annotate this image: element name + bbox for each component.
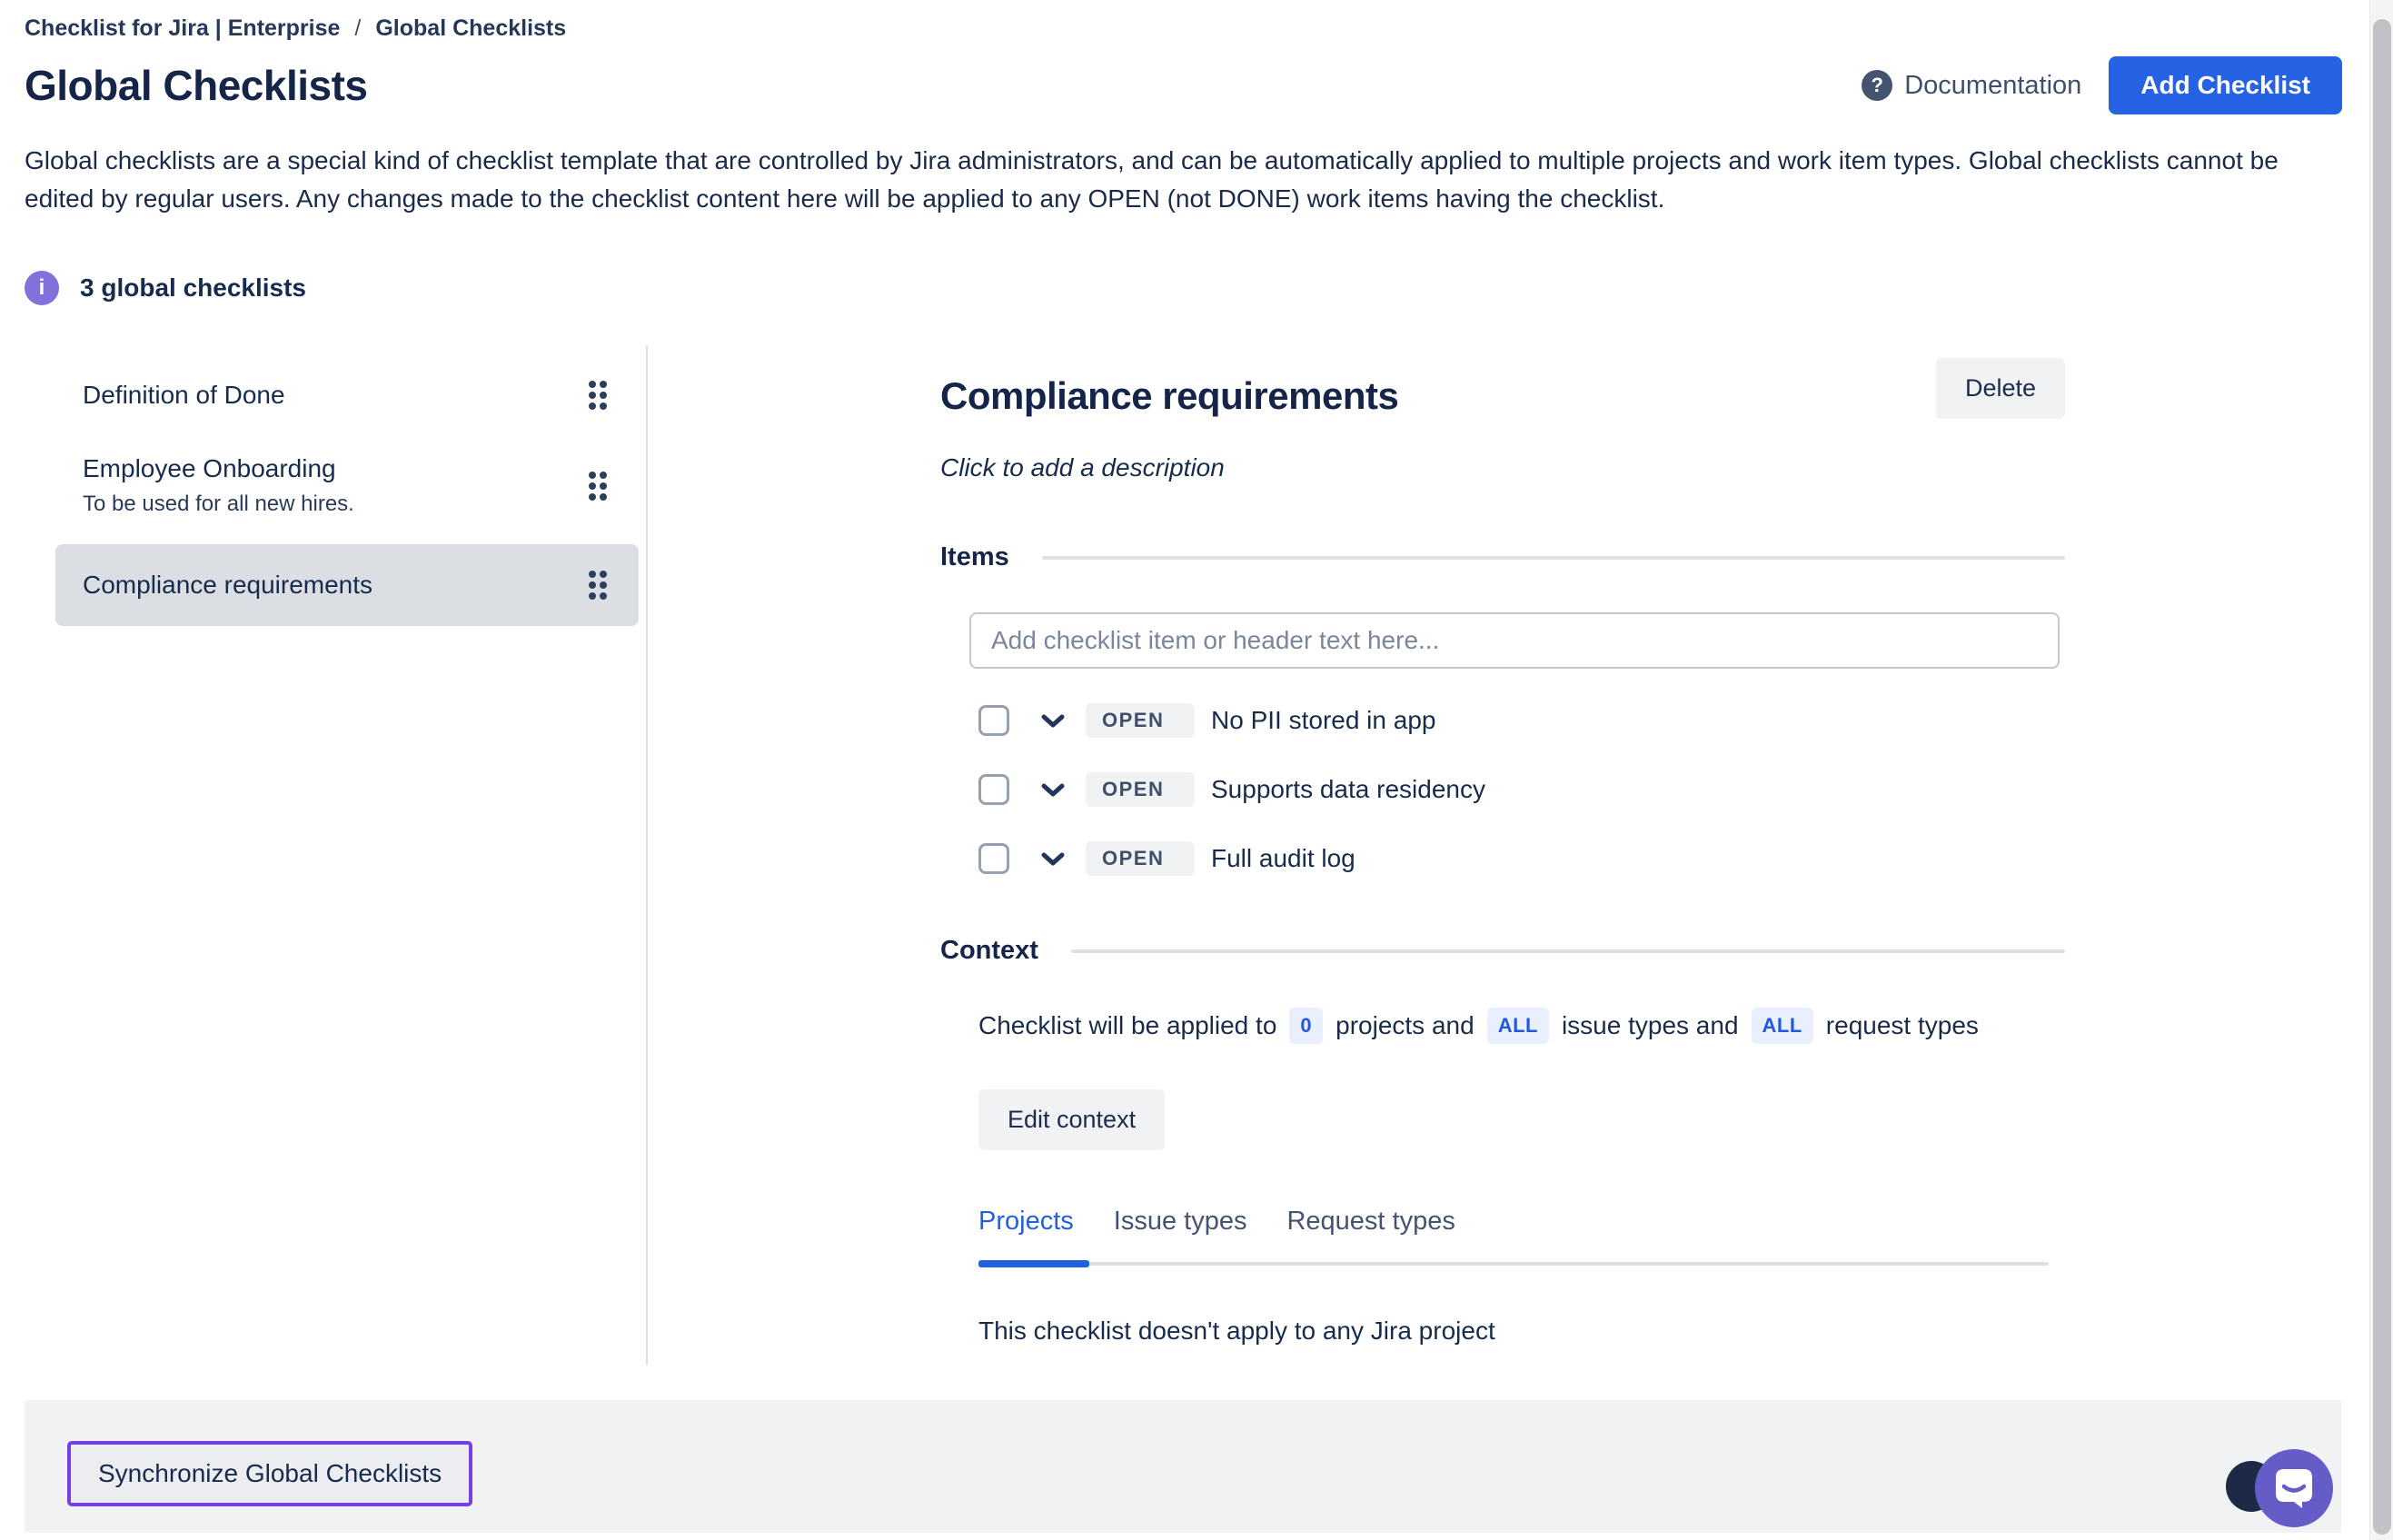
list-item-name: Definition of Done (83, 381, 285, 409)
projects-empty-message: This checklist doesn't apply to any Jira project (978, 1316, 1495, 1345)
list-item-employee-onboarding[interactable] (55, 440, 639, 532)
context-heading: Context (940, 936, 1038, 965)
chat-bubble-icon (2272, 1466, 2316, 1510)
context-text: projects and (1336, 1011, 1475, 1039)
footer-bar (25, 1400, 2341, 1533)
section-divider (1042, 556, 2065, 560)
delete-button[interactable]: Delete (1936, 358, 2065, 419)
context-text: issue types and (1561, 1011, 1739, 1039)
chevron-down-icon[interactable] (1041, 851, 1065, 867)
chevron-down-icon[interactable] (1041, 713, 1065, 729)
detail-title: Compliance requirements (940, 374, 1399, 417)
items-heading: Items (940, 542, 1009, 571)
tab-issue-types[interactable]: Issue types (1113, 1207, 1247, 1236)
edit-context-button[interactable]: Edit context (978, 1089, 1165, 1150)
item-checkbox[interactable] (978, 705, 1009, 736)
request-types-badge: ALL (1752, 1008, 1813, 1044)
page-title: Global Checklists (25, 62, 368, 109)
context-tabs (978, 1207, 2065, 1240)
item-text[interactable]: No PII stored in app (1211, 706, 1436, 734)
context-text: request types (1825, 1011, 1979, 1039)
section-divider (1071, 949, 2065, 953)
list-item-name: Compliance requirements (83, 571, 373, 599)
scrollbar-track[interactable] (2369, 0, 2393, 1540)
status-badge[interactable]: OPEN (1086, 772, 1195, 807)
chevron-down-icon[interactable] (1041, 782, 1065, 798)
checklist-count: 3 global checklists (80, 273, 306, 302)
item-text[interactable]: Supports data residency (1211, 775, 1485, 803)
drag-handle-icon[interactable] (586, 378, 610, 412)
list-item-name: Employee Onboarding (83, 454, 336, 482)
status-badge[interactable]: OPEN (1086, 841, 1195, 876)
info-icon: i (25, 271, 59, 305)
add-checklist-button[interactable]: Add Checklist (2109, 56, 2342, 114)
breadcrumb-separator: / (354, 15, 362, 41)
documentation-link[interactable] (1862, 70, 2081, 101)
item-text[interactable]: Full audit log (1211, 844, 1355, 872)
tab-request-types[interactable]: Request types (1286, 1207, 1455, 1236)
chat-widget-button[interactable] (2255, 1449, 2333, 1527)
list-item-description: To be used for all new hires. (83, 492, 354, 516)
add-item-input[interactable] (969, 612, 2060, 669)
checklist-item-row (978, 772, 2065, 807)
tab-projects[interactable]: Projects (978, 1207, 1074, 1236)
issue-types-badge: ALL (1487, 1008, 1549, 1044)
breadcrumb (25, 15, 2342, 42)
checklist-detail-panel (940, 358, 2065, 1346)
item-checkbox[interactable] (978, 774, 1009, 805)
tab-underline-track (978, 1260, 2049, 1267)
context-summary (978, 1008, 2065, 1044)
context-section (940, 936, 2065, 1346)
status-badge[interactable]: OPEN (1086, 703, 1195, 738)
description-placeholder[interactable]: Click to add a description (940, 453, 1225, 482)
intro-text: Global checklists are a special kind of checklist template that are controlled by Jira administrators, and can be automatically applied to multiple projects and work item types. Global checklists cannot be edited by regular users. Any changes made to the checklist content here will be applied to any OPEN (not DONE) work items having the checklist. (25, 146, 2279, 213)
breadcrumb-page[interactable]: Global Checklists (375, 15, 567, 41)
list-item-definition-of-done[interactable] (55, 363, 639, 427)
scrollbar-thumb[interactable] (2373, 19, 2391, 1535)
synchronize-global-checklists-button[interactable]: Synchronize Global Checklists (67, 1441, 472, 1506)
active-tab-indicator (978, 1260, 1089, 1267)
item-checkbox[interactable] (978, 843, 1009, 874)
drag-handle-icon[interactable] (586, 568, 610, 602)
context-text: Checklist will be applied to (978, 1011, 1277, 1039)
checklist-item-row (978, 703, 2065, 738)
items-section (940, 542, 2065, 876)
help-icon: ? (1862, 70, 1892, 101)
checklist-item-row (978, 841, 2065, 876)
checklist-list (25, 345, 648, 1365)
documentation-label: Documentation (1904, 70, 2082, 100)
drag-handle-icon[interactable] (586, 469, 610, 503)
breadcrumb-app-link[interactable]: Checklist for Jira | Enterprise (25, 15, 341, 41)
projects-count-badge: 0 (1289, 1008, 1323, 1044)
list-item-compliance-requirements[interactable] (55, 544, 639, 626)
